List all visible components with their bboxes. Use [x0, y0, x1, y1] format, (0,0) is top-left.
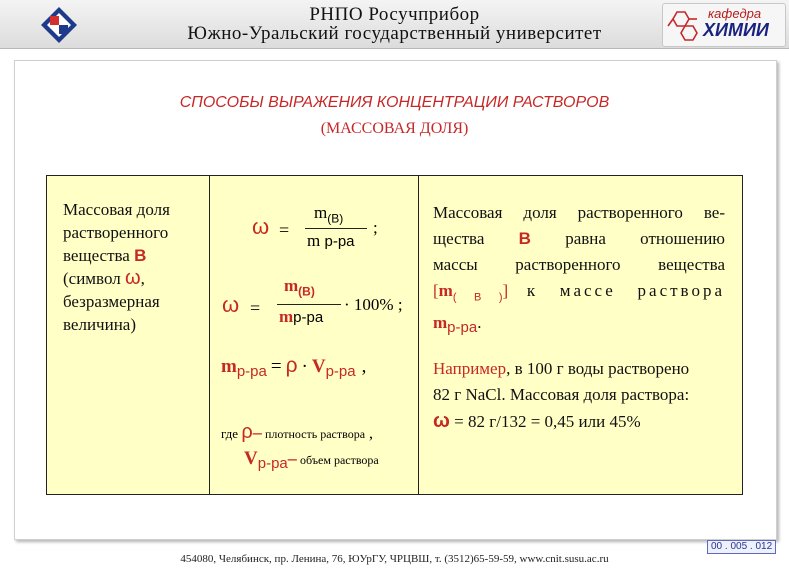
- fraction-numerator: [284, 276, 315, 298]
- explanation-line: Массовая доля растворенного ве-: [433, 203, 725, 222]
- example-line: 82 г NaCl. Массовая доля раствора:: [433, 385, 690, 404]
- footer-address: 454080, Челябинск, пр. Ленина, 76, ЮУрГУ, ЧРЦВШ, т. (3512)65-59-59, www.cnit.susu.ac.ru: [180, 553, 609, 565]
- explanation-line: [433, 310, 725, 337]
- fraction-denominator: [307, 231, 355, 251]
- example-prefix: Например: [433, 359, 507, 378]
- rho-symbol: ρ: [285, 354, 298, 377]
- volume-symbol: V: [311, 356, 326, 377]
- fraction-numerator: [314, 203, 343, 225]
- department-name: ХИМИИ: [703, 20, 769, 40]
- department-logo: [662, 3, 786, 47]
- mass-symbol: m: [438, 281, 453, 300]
- def-line: растворенного: [63, 223, 169, 242]
- header-bar: [0, 0, 789, 49]
- separator: ,: [361, 356, 367, 377]
- example-line: [433, 356, 725, 382]
- explanation-line: [433, 278, 725, 310]
- def-line: безразмерная: [63, 292, 160, 311]
- substance-symbol: В: [134, 246, 147, 265]
- example-block: [433, 356, 725, 435]
- variable-legend: [221, 421, 373, 444]
- subscript: р-ра: [447, 319, 478, 337]
- mass-symbol: m: [284, 276, 299, 295]
- legend-text: плотность раствора: [264, 427, 366, 441]
- subscript: р-ра: [293, 309, 324, 326]
- legend-text: объем раствора: [300, 453, 379, 467]
- slide-number-badge: 00 . 005 . 012: [707, 540, 776, 554]
- slide-subtitle: (МАССОВАЯ ДОЛЯ): [320, 120, 469, 137]
- explanation-text: к массе раствора: [526, 281, 725, 300]
- legend-text: где: [221, 426, 239, 441]
- subscript: р-ра: [236, 363, 267, 380]
- def-line: [63, 244, 213, 267]
- explanation-text: щества: [433, 229, 485, 248]
- omega-symbol: ω: [222, 292, 240, 317]
- mass-symbol: m: [307, 231, 321, 250]
- fraction-bar: [277, 304, 341, 305]
- subscript: р-ра: [325, 363, 356, 380]
- dash: –: [252, 422, 262, 442]
- percent-multiplier: · 100% ;: [344, 295, 403, 314]
- def-line: величина): [63, 315, 137, 334]
- mass-symbol: m: [279, 307, 294, 326]
- equals-sign: =: [250, 298, 261, 318]
- omega-symbol: ω: [252, 214, 270, 239]
- department-label: кафедра: [708, 6, 762, 21]
- fraction-denominator: [279, 307, 323, 327]
- fraction-bar: [305, 228, 367, 229]
- example-text: , в 100 г воды растворено: [506, 359, 690, 378]
- density-formula: [221, 354, 366, 378]
- example-result: = 82 г/132 = 0,45 или 45%: [454, 412, 641, 431]
- molecule-icon: [667, 8, 703, 42]
- example-line: [433, 408, 725, 435]
- subscript: (В): [327, 211, 344, 226]
- equals-sign: =: [270, 356, 282, 377]
- multiply-dot: ·: [301, 356, 308, 377]
- mass-symbol: m: [433, 313, 448, 333]
- explanation-text: равна отношению: [565, 229, 726, 248]
- content-table: [46, 175, 743, 495]
- explanation-line: [433, 226, 725, 252]
- equals-sign: =: [279, 220, 290, 240]
- volume-symbol: V: [244, 448, 258, 469]
- separator: .: [477, 313, 482, 333]
- column-divider: [418, 176, 419, 494]
- mass-symbol: m: [221, 356, 237, 377]
- explanation-line: массы растворенного вещества: [433, 255, 725, 274]
- subscript: (В): [298, 284, 315, 299]
- dash: –: [287, 448, 297, 468]
- rho-symbol: ρ: [241, 421, 253, 443]
- subscript: р-ра: [257, 455, 288, 472]
- def-text: (символ: [63, 269, 121, 288]
- substance-symbol: В: [518, 229, 531, 248]
- bracket: ]: [502, 281, 509, 300]
- omega-symbol: ω: [124, 267, 141, 289]
- slide-title: СПОСОБЫ ВЫРАЖЕНИЯ КОНЦЕНТРАЦИИ РАСТВОРОВ: [179, 94, 610, 111]
- explanation-cell: [433, 200, 725, 337]
- def-text: вещества: [63, 246, 130, 265]
- def-line: Массовая доля: [63, 200, 170, 219]
- header-org-name: РНПО Росучприбор: [309, 4, 480, 25]
- omega-symbol: ω: [433, 410, 450, 432]
- separator: ;: [373, 218, 378, 237]
- def-line: [63, 267, 213, 290]
- variable-legend: [244, 448, 379, 470]
- mass-symbol: m: [314, 203, 328, 222]
- subscript: ( В ): [452, 291, 503, 304]
- bracket: [: [433, 281, 439, 300]
- separator: ,: [369, 425, 374, 442]
- header-university-name: Южно-Уральский государственный университет: [187, 23, 602, 44]
- definition-cell: [63, 198, 213, 336]
- subscript: р-ра: [324, 233, 355, 250]
- def-text: ,: [140, 269, 145, 288]
